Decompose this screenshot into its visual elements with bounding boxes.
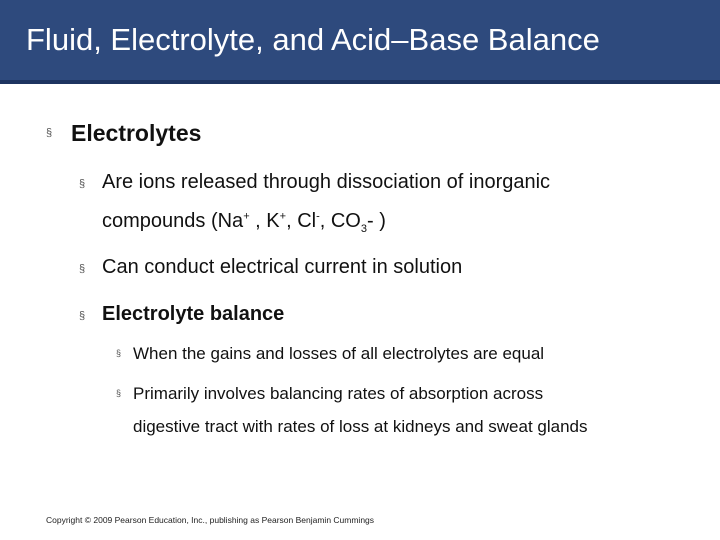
- bullet-marker: §: [116, 348, 122, 358]
- co-subscript: 3: [360, 223, 367, 235]
- title-underline: [0, 80, 720, 84]
- slide-title: Fluid, Electrolyte, and Acid–Base Balance: [26, 22, 600, 57]
- bullet-conduct: Can conduct electrical current in solution: [102, 256, 463, 278]
- co-charge: -: [367, 210, 374, 232]
- close-paren: ): [373, 210, 386, 232]
- bullet-ions-line2: [102, 210, 386, 235]
- cl-text: , Cl: [286, 210, 317, 232]
- bullet-electrolyte-balance: Electrolyte balance: [102, 303, 285, 325]
- cl-charge: -: [316, 210, 320, 223]
- bullet-marker: §: [79, 263, 86, 275]
- co-text: , CO: [319, 210, 361, 232]
- bullet-absorption-line1: Primarily involves balancing rates of absorption across: [133, 384, 544, 403]
- bullet-electrolytes: Electrolytes: [71, 120, 202, 146]
- bullet-marker: §: [79, 178, 86, 190]
- title-bar: [0, 0, 720, 84]
- bullet-marker: §: [116, 388, 122, 398]
- k-text: , K: [249, 210, 280, 232]
- bullet-absorption-line2: digestive tract with rates of loss at kidneys and sweat glands: [133, 417, 588, 436]
- bullet-gains-losses: When the gains and losses of all electrolytes are equal: [133, 344, 545, 363]
- bullet-marker: §: [46, 127, 53, 139]
- bullet-marker: §: [79, 310, 86, 322]
- na-charge: +: [243, 210, 250, 223]
- copyright-footer: Copyright © 2009 Pearson Education, Inc., publishing as Pearson Benjamin Cummings: [46, 515, 375, 525]
- k-charge: +: [279, 210, 287, 223]
- compounds-text: compounds (Na: [102, 210, 244, 232]
- bullet-ions-line1: Are ions released through dissociation of inorganic: [102, 171, 551, 193]
